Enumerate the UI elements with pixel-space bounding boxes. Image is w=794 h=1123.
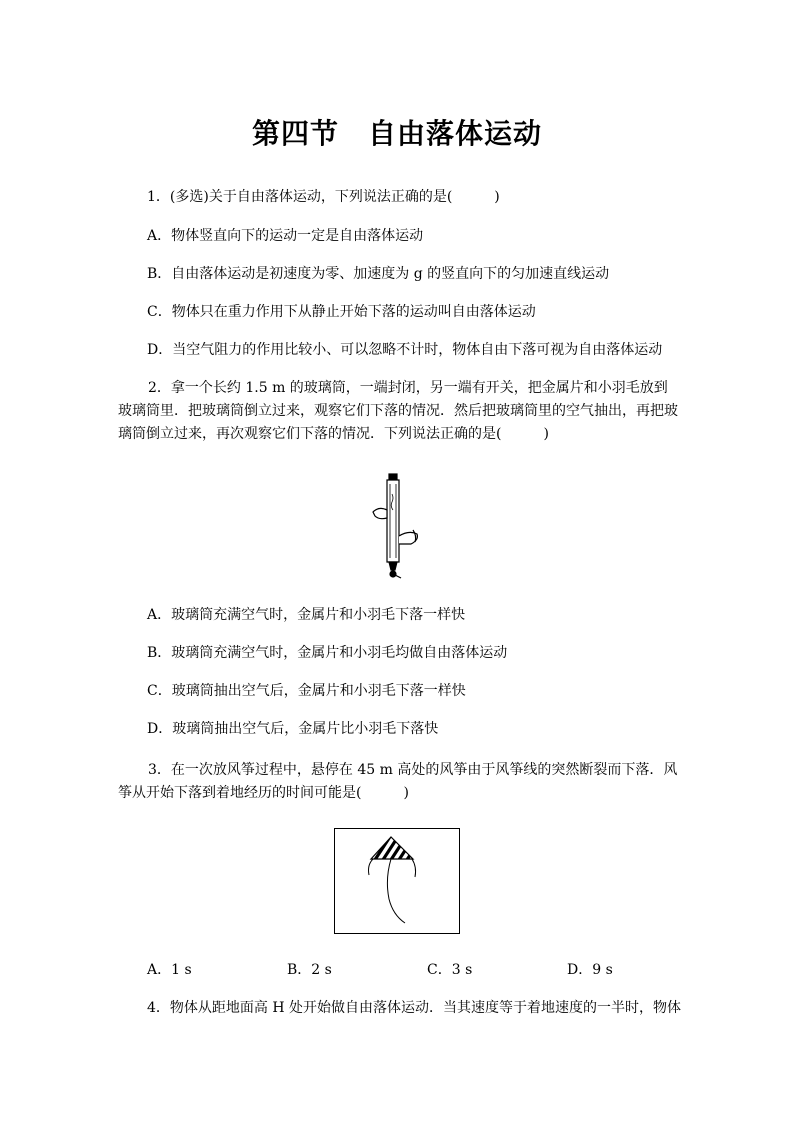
q2-option-a: A．玻璃筒充满空气时，金属片和小羽毛下落一样快 — [147, 607, 466, 623]
q1-option-c: C．物体只在重力作用下从静止开始下落的运动叫自由落体运动 — [147, 304, 536, 320]
q2-option-b: B．玻璃筒充满空气时，金属片和小羽毛均做自由落体运动 — [147, 645, 508, 661]
page-title: 第四节 自由落体运动 — [251, 117, 542, 150]
q1-option-b: B．自由落体运动是初速度为零、加速度为 g 的竖直向下的匀加速直线运动 — [147, 266, 610, 282]
q1-option-d: D．当空气阻力的作用比较小、可以忽略不计时，物体自由下落可视为自由落体运动 — [147, 342, 663, 358]
q2-stem: 2．拿一个长约 1.5 m 的玻璃筒，一端封闭，另一端有开关，把金属片和小羽毛放到玻璃筒里．把玻璃筒倒立过来，观察它们下落的情况．然后把玻璃筒里的空气抽出，再把玻璃筒倒立过来，再次观察它们下落的情况．下列说法正确的是( ) — [118, 380, 678, 442]
q2-option-d: D．玻璃筒抽出空气后，金属片比小羽毛下落快 — [147, 721, 439, 737]
q3-option-a: A．1 s — [147, 962, 192, 978]
q4-stem: 4．物体从距地面高 H 处开始做自由落体运动．当其速度等于着地速度的一半时，物体 — [147, 1000, 682, 1016]
q3-option-b: B．2 s — [287, 962, 332, 978]
q3-option-d: D．9 s — [567, 962, 613, 978]
glass-tube-figure — [365, 470, 425, 582]
q3-stem: 3．在一次放风筝过程中，悬停在 45 m 高处的风筝由于风筝线的突然断裂而下落．风筝从开始下落到着地经历的时间可能是( ) — [118, 762, 678, 801]
q1-option-a: A．物体竖直向下的运动一定是自由落体运动 — [147, 228, 424, 244]
kite-figure — [334, 828, 460, 934]
q1-stem: 1．(多选)关于自由落体运动，下列说法正确的是( ) — [147, 189, 500, 205]
q3-option-c: C．3 s — [427, 962, 473, 978]
q2-option-c: C．玻璃筒抽出空气后，金属片和小羽毛下落一样快 — [147, 683, 466, 699]
